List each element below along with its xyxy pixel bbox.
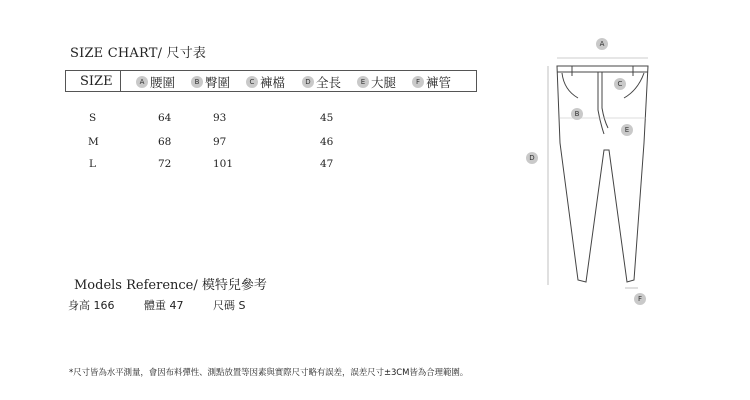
size-chart-header [65,70,477,92]
column-length [302,73,341,91]
fly-line [602,72,608,128]
row-length: 46 [320,136,334,148]
column-thigh [357,73,396,91]
row-waist: 64 [158,112,172,124]
badge-b: B [191,76,203,88]
row-hip: 93 [213,112,227,124]
column-hem [412,73,451,91]
row-size: S [89,112,97,124]
row-size: L [89,158,96,170]
diagram-badge-d: D [526,152,538,164]
row-waist: 72 [158,158,172,170]
row-length: 47 [320,158,334,170]
left-pocket [562,73,578,98]
column-hip [191,73,230,91]
header-divider [120,71,121,91]
badge-d: D [302,76,314,88]
column-length-label: 全長 [316,75,342,90]
right-pocket [624,73,644,98]
column-thigh-label: 大腿 [371,75,397,90]
row-hip: 97 [213,136,227,148]
fly-line-inner [598,72,604,134]
model-height: 身高 166 [68,299,115,312]
size-chart-title: SIZE CHART/ 尺寸表 [70,46,207,61]
pants-diagram [520,30,690,310]
diagram-badge-c: C [614,78,626,90]
models-reference-title: Models Reference/ 模特兒參考 [74,278,267,293]
row-size: M [88,136,99,148]
column-waist [136,73,175,91]
diagram-badge-e: E [621,124,633,136]
badge-e: E [357,76,369,88]
badge-f: F [412,76,424,88]
row-waist: 68 [158,136,172,148]
column-rise [246,73,285,91]
row-hip: 101 [213,158,234,170]
column-waist-label: 腰圍 [150,75,176,90]
row-length: 45 [320,112,334,124]
column-hem-label: 褲管 [426,75,452,90]
size-column-label: SIZE [80,74,113,89]
diagram-badge-b: B [571,108,583,120]
measurement-note: *尺寸皆為水平測量，會因布料彈性、測點放置等因素與實際尺寸略有誤差，誤差尺寸±3CM皆為合理範圍。 [69,368,469,378]
column-rise-label: 褲檔 [260,75,286,90]
badge-c: C [246,76,258,88]
column-hip-label: 臀圍 [205,75,231,90]
model-weight: 體重 47 [144,299,184,312]
diagram-badge-f: F [634,293,646,305]
badge-a: A [136,76,148,88]
model-size: 尺碼 S [213,299,246,312]
diagram-badge-a: A [596,38,608,50]
